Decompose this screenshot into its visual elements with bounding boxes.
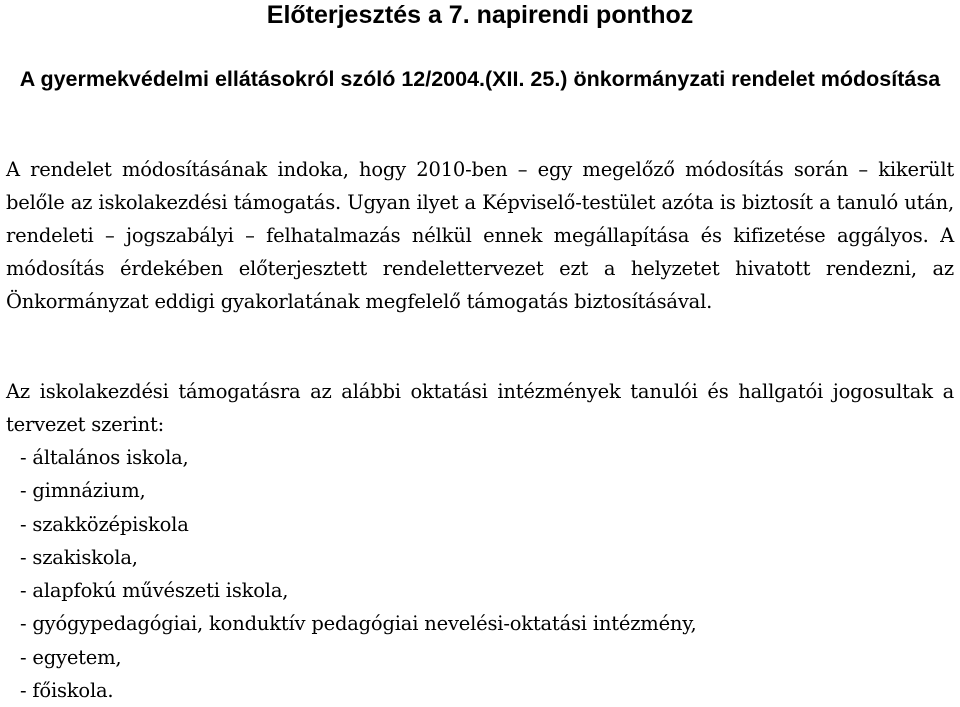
list-item: - szakiskola,: [20, 545, 138, 569]
document-subtitle: A gyermekvédelmi ellátásokról szóló 12/2004.(XII. 25.) önkormányzati rendelet módosítása: [19, 67, 941, 91]
document-title: Előterjesztés a 7. napirendi ponthoz: [266, 1, 694, 29]
list-item: - gyógypedagógiai, konduktív pedagógiai nevelési-oktatási intézmény,: [20, 612, 697, 636]
institution-list: [20, 441, 697, 707]
list-item: - általános iskola,: [20, 446, 189, 469]
list-item: - szakközépiskola: [20, 512, 189, 536]
list-item: - főiskola.: [20, 679, 114, 703]
list-item: - alapfokú művészeti iskola,: [20, 579, 289, 603]
paragraph-eligibility: Az iskolakezdési támogatásra az alábbi oktatási intézmények tanulói és hallgatói jogosultak a tervezet szerint:: [6, 380, 954, 436]
list-item: - egyetem,: [20, 645, 122, 669]
paragraph-reason: A rendelet módosításának indoka, hogy 2010-ben – egy megelőző módosítás során – kikerült belőle az iskolakezdési támogatás. Ugyan ilyet a Képviselő-testület azóta is biztosít a tanuló után, rendeleti – jogszabályi – felhatalmazás nélkül ennek megállapítása és kifizetése aggályos. A módosítás érdekében előterjesztett rendelettervezet ezt a helyzetet hivatott rendezni, az Önkormányzat eddigi gyakorlatának megfelelő támogatás biztosításával.: [6, 158, 954, 313]
list-item: - gimnázium,: [20, 479, 146, 503]
